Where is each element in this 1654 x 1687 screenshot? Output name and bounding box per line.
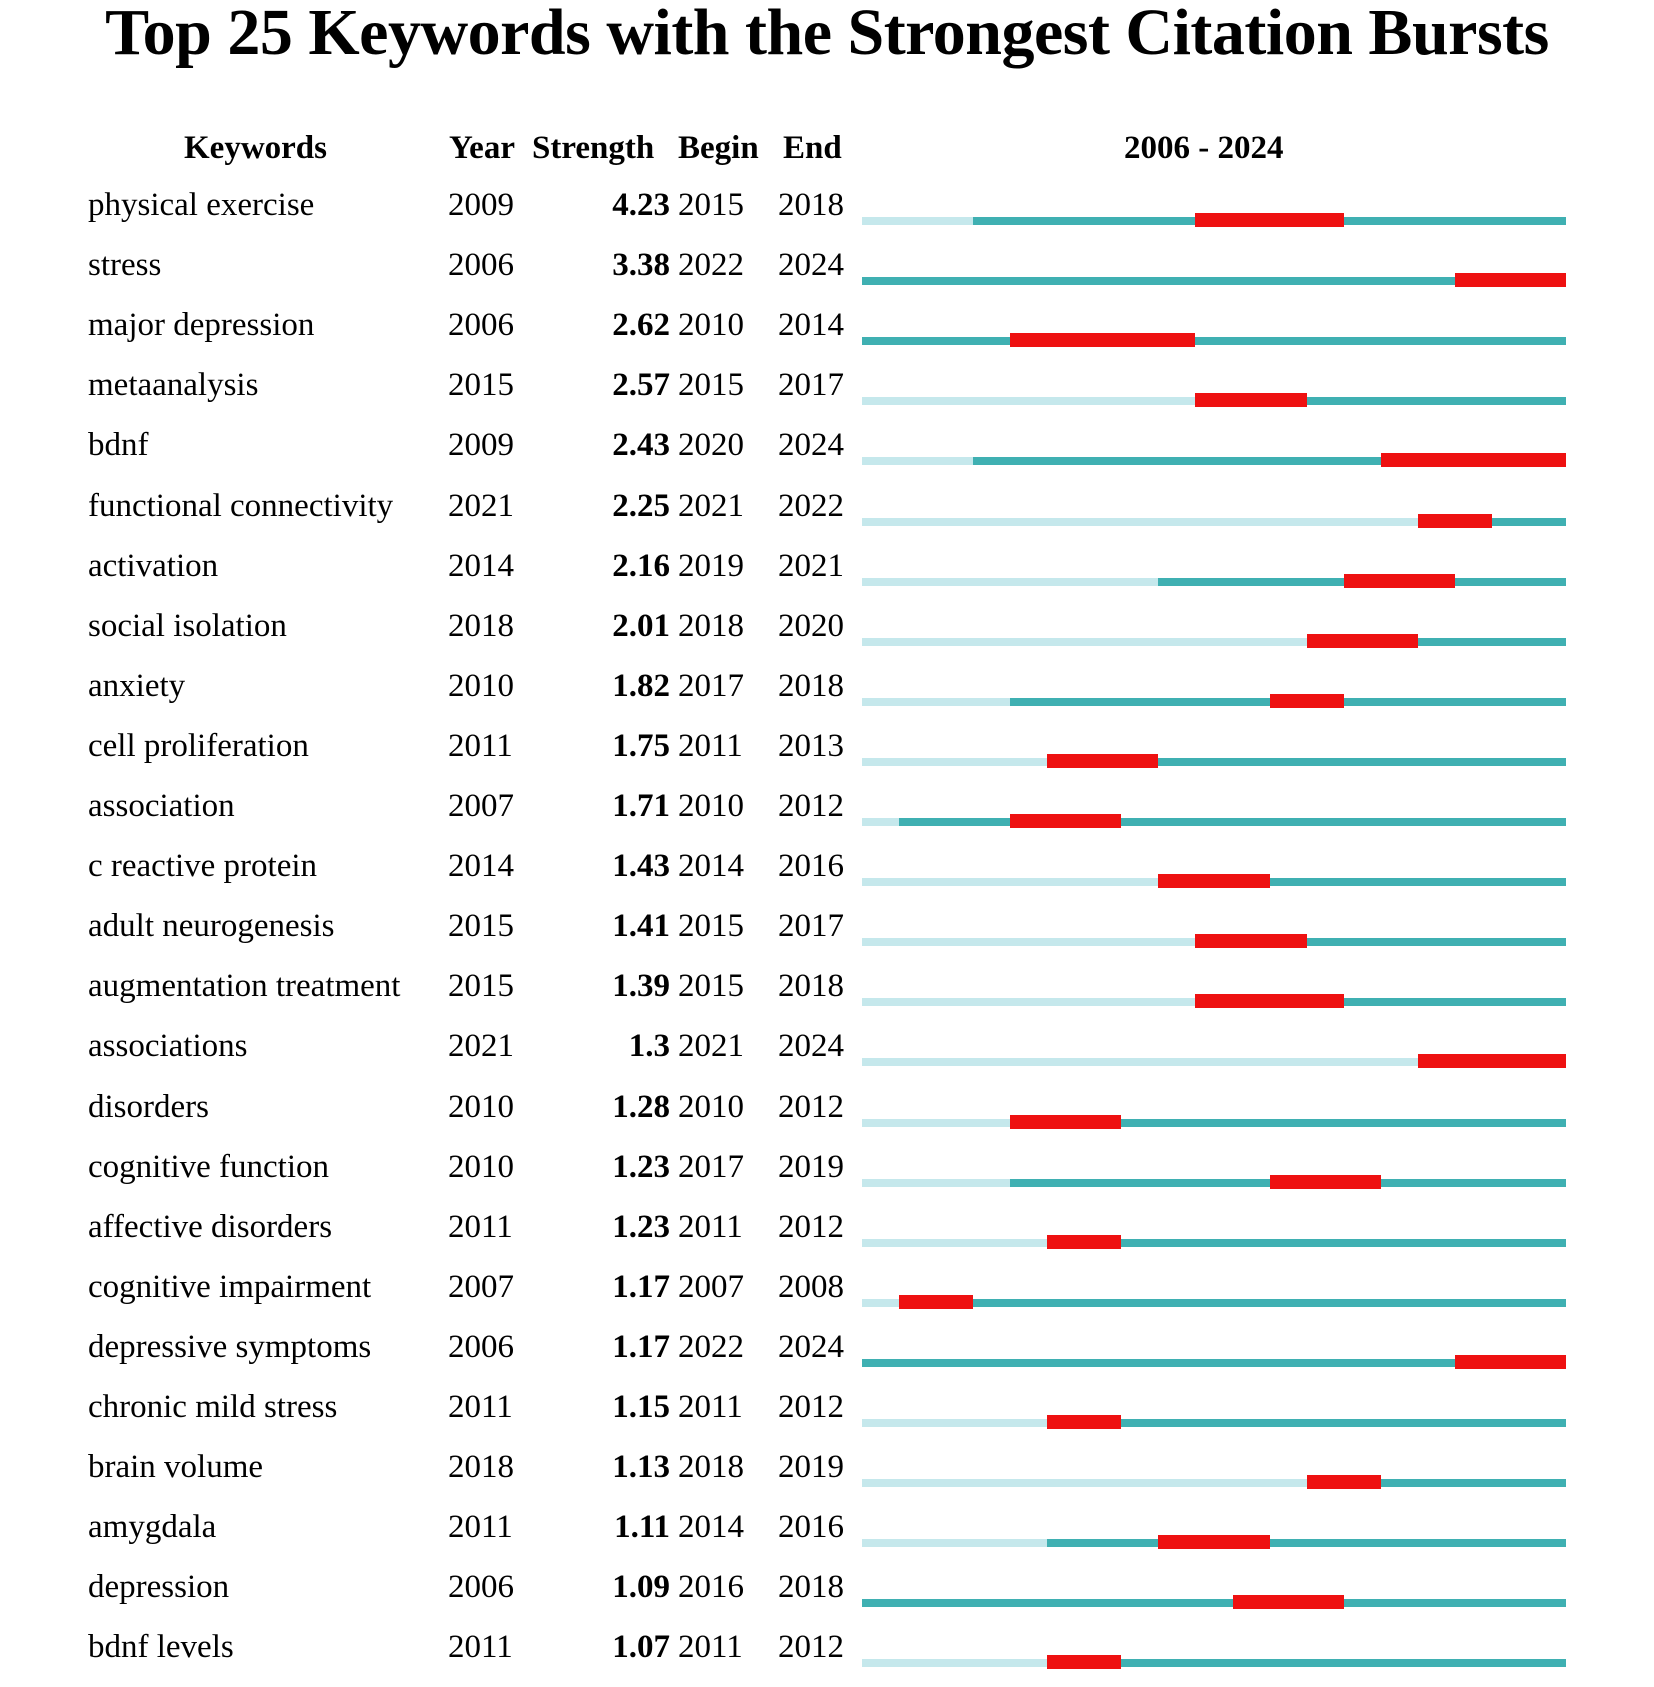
keyword-cell: cell proliferation (88, 727, 309, 764)
table-row (0, 425, 1654, 485)
year-cell: 2007 (448, 1268, 514, 1305)
year-cell: 2007 (448, 788, 514, 824)
burst-segment (1381, 453, 1566, 467)
strength-cell: 1.3 (628, 1028, 670, 1065)
keyword-cell: physical exercise (88, 187, 315, 223)
year-cell: 2014 (448, 848, 514, 885)
active-segment (1047, 1539, 1566, 1547)
table-row (0, 1567, 1654, 1627)
pre-appearance-segment (862, 1119, 1010, 1127)
end-cell: 2020 (778, 607, 844, 644)
table-row (0, 546, 1654, 606)
end-cell: 2018 (778, 968, 844, 1005)
year-cell: 2011 (448, 1509, 513, 1546)
chart-title: Top 25 Keywords with the Strongest Citation Bursts (105, 0, 1549, 69)
strength-cell: 2.43 (612, 427, 670, 464)
burst-segment (1047, 1655, 1121, 1669)
strength-cell: 1.23 (612, 1148, 670, 1185)
keyword-cell: association (88, 788, 235, 824)
strength-cell: 1.07 (612, 1629, 670, 1666)
begin-cell: 2015 (678, 908, 744, 945)
begin-cell: 2022 (678, 1328, 744, 1365)
burst-timeline (0, 726, 1654, 786)
keyword-cell: chronic mild stress (88, 1389, 338, 1425)
burst-segment (1233, 1595, 1344, 1609)
keyword-cell: amygdala (88, 1509, 217, 1546)
begin-cell: 2010 (678, 307, 744, 344)
end-cell: 2024 (778, 1328, 844, 1365)
burst-timeline (0, 546, 1654, 606)
strength-cell: 1.39 (612, 968, 670, 1005)
end-cell: 2018 (778, 1569, 844, 1606)
keyword-cell: augmentation treatment (88, 968, 401, 1005)
keyword-cell: stress (88, 247, 162, 284)
strength-cell: 2.62 (612, 307, 670, 344)
burst-timeline (0, 1207, 1654, 1267)
pre-appearance-segment (862, 397, 1195, 405)
burst-timeline (0, 1627, 1654, 1687)
active-segment (899, 1299, 1566, 1307)
strength-cell: 1.41 (612, 908, 670, 945)
begin-cell: 2007 (678, 1268, 744, 1305)
pre-appearance-segment (862, 878, 1158, 886)
end-cell: 2016 (778, 848, 844, 885)
year-cell: 2006 (448, 247, 514, 284)
begin-cell: 2021 (678, 487, 744, 524)
end-cell: 2019 (778, 1148, 844, 1185)
burst-timeline (0, 425, 1654, 485)
table-row (0, 1207, 1654, 1267)
strength-cell: 1.09 (612, 1569, 670, 1606)
active-segment (899, 818, 1566, 826)
burst-segment (1158, 1535, 1269, 1549)
begin-cell: 2015 (678, 367, 744, 404)
burst-segment (1344, 574, 1455, 588)
end-cell: 2024 (778, 1028, 844, 1065)
table-row (0, 1387, 1654, 1447)
table-row (0, 185, 1654, 245)
keyword-cell: functional connectivity (88, 487, 394, 524)
burst-timeline (0, 606, 1654, 666)
burst-timeline (0, 305, 1654, 365)
year-cell: 2011 (448, 1208, 513, 1245)
keyword-cell: anxiety (88, 667, 186, 704)
year-cell: 2021 (448, 487, 514, 524)
burst-timeline (0, 786, 1654, 846)
pre-appearance-segment (862, 938, 1195, 946)
begin-cell: 2019 (678, 547, 744, 584)
keyword-cell: brain volume (88, 1449, 264, 1486)
table-row (0, 1327, 1654, 1387)
burst-segment (1047, 754, 1158, 768)
burst-timeline (0, 1327, 1654, 1387)
keyword-cell: c reactive protein (88, 848, 318, 885)
table-row (0, 726, 1654, 786)
begin-cell: 2010 (678, 788, 744, 824)
table-row (0, 1087, 1654, 1147)
begin-cell: 2018 (678, 1449, 744, 1486)
table-row (0, 1267, 1654, 1327)
begin-cell: 2014 (678, 1509, 744, 1546)
header-keywords: Keywords (184, 130, 327, 166)
pre-appearance-segment (862, 1179, 1010, 1187)
begin-cell: 2014 (678, 848, 744, 885)
begin-cell: 2015 (678, 968, 744, 1005)
begin-cell: 2016 (678, 1569, 744, 1606)
burst-timeline (0, 1387, 1654, 1447)
pre-appearance-segment (862, 638, 1307, 646)
year-cell: 2009 (448, 427, 514, 464)
burst-segment (1195, 934, 1306, 948)
year-cell: 2015 (448, 968, 514, 1005)
year-cell: 2014 (448, 547, 514, 584)
year-cell: 2015 (448, 367, 514, 404)
burst-timeline (0, 185, 1654, 245)
end-cell: 2013 (778, 727, 844, 764)
end-cell: 2018 (778, 187, 844, 223)
strength-cell: 2.57 (612, 367, 670, 404)
end-cell: 2014 (778, 307, 844, 344)
end-cell: 2024 (778, 427, 844, 464)
table-row (0, 365, 1654, 425)
pre-appearance-segment (862, 1659, 1047, 1667)
burst-segment (1418, 1054, 1566, 1068)
strength-cell: 2.25 (612, 487, 670, 524)
burst-segment (1195, 213, 1343, 227)
strength-cell: 1.11 (614, 1509, 670, 1546)
burst-timeline (0, 1087, 1654, 1147)
year-cell: 2006 (448, 1569, 514, 1606)
table-row (0, 1147, 1654, 1207)
table-row (0, 305, 1654, 365)
burst-segment (1010, 1115, 1121, 1129)
begin-cell: 2015 (678, 187, 744, 223)
burst-timeline (0, 1026, 1654, 1086)
table-row (0, 606, 1654, 666)
end-cell: 2012 (778, 1208, 844, 1245)
year-cell: 2010 (448, 1148, 514, 1185)
burst-timeline (0, 245, 1654, 305)
pre-appearance-segment (862, 758, 1047, 766)
pre-appearance-segment (862, 457, 973, 465)
end-cell: 2019 (778, 1449, 844, 1486)
year-cell: 2018 (448, 1449, 514, 1486)
header-end: End (783, 130, 842, 166)
burst-segment (1195, 393, 1306, 407)
year-cell: 2010 (448, 1088, 514, 1125)
keyword-cell: bdnf (88, 427, 149, 464)
burst-segment (1047, 1415, 1121, 1429)
begin-cell: 2021 (678, 1028, 744, 1065)
pre-appearance-segment (862, 818, 899, 826)
pre-appearance-segment (862, 217, 973, 225)
year-cell: 2011 (448, 1389, 513, 1425)
strength-cell: 1.28 (612, 1088, 670, 1125)
year-cell: 2021 (448, 1028, 514, 1065)
keyword-cell: metaanalysis (88, 367, 259, 404)
end-cell: 2018 (778, 667, 844, 704)
burst-timeline (0, 1147, 1654, 1207)
begin-cell: 2020 (678, 427, 744, 464)
strength-cell: 1.17 (612, 1328, 670, 1365)
end-cell: 2016 (778, 1509, 844, 1546)
year-cell: 2011 (448, 727, 513, 764)
pre-appearance-segment (862, 1239, 1047, 1247)
end-cell: 2012 (778, 788, 844, 824)
begin-cell: 2011 (678, 1389, 743, 1425)
header-strength: Strength (532, 130, 655, 166)
begin-cell: 2017 (678, 667, 744, 704)
begin-cell: 2011 (678, 1629, 743, 1666)
table-row (0, 786, 1654, 846)
pre-appearance-segment (862, 1539, 1047, 1547)
end-cell: 2017 (778, 367, 844, 404)
active-segment (862, 337, 1566, 345)
begin-cell: 2017 (678, 1148, 744, 1185)
strength-cell: 3.38 (612, 247, 670, 284)
burst-segment (1270, 1175, 1381, 1189)
burst-segment (1158, 874, 1269, 888)
burst-segment (1307, 634, 1418, 648)
end-cell: 2022 (778, 487, 844, 524)
pre-appearance-segment (862, 998, 1195, 1006)
burst-timeline (0, 966, 1654, 1026)
strength-cell: 1.17 (612, 1268, 670, 1305)
keyword-cell: depression (88, 1569, 230, 1606)
burst-timeline (0, 846, 1654, 906)
strength-cell: 1.15 (612, 1389, 670, 1425)
burst-timeline (0, 1507, 1654, 1567)
pre-appearance-segment (862, 1419, 1047, 1427)
year-cell: 2006 (448, 1328, 514, 1365)
burst-segment (1195, 994, 1343, 1008)
end-cell: 2012 (778, 1389, 844, 1425)
burst-segment (1455, 273, 1566, 287)
pre-appearance-segment (862, 518, 1418, 526)
burst-timeline (0, 1567, 1654, 1627)
table-row (0, 846, 1654, 906)
end-cell: 2021 (778, 547, 844, 584)
end-cell: 2024 (778, 247, 844, 284)
strength-cell: 1.13 (612, 1449, 670, 1486)
keyword-cell: affective disorders (88, 1208, 333, 1245)
active-segment (1047, 1659, 1566, 1667)
table-row (0, 1447, 1654, 1507)
strength-cell: 1.75 (612, 727, 670, 764)
strength-cell: 4.23 (612, 187, 670, 223)
burst-segment (1047, 1235, 1121, 1249)
header-year: Year (449, 130, 515, 166)
table-row (0, 966, 1654, 1026)
strength-cell: 2.01 (612, 607, 670, 644)
burst-timeline (0, 666, 1654, 726)
keyword-cell: cognitive impairment (88, 1268, 372, 1305)
active-segment (1047, 1419, 1566, 1427)
keyword-cell: depressive symptoms (88, 1328, 372, 1365)
year-cell: 2010 (448, 667, 514, 704)
burst-segment (899, 1295, 973, 1309)
keyword-cell: cognitive function (88, 1148, 330, 1185)
burst-timeline (0, 486, 1654, 546)
burst-timeline (0, 1267, 1654, 1327)
burst-segment (1455, 1355, 1566, 1369)
end-cell: 2008 (778, 1268, 844, 1305)
year-cell: 2018 (448, 607, 514, 644)
begin-cell: 2018 (678, 607, 744, 644)
header-timeline-range: 2006 - 2024 (1124, 130, 1284, 166)
keyword-cell: adult neurogenesis (88, 908, 335, 945)
burst-segment (1307, 1475, 1381, 1489)
year-cell: 2011 (448, 1629, 513, 1666)
strength-cell: 1.43 (612, 848, 670, 885)
end-cell: 2017 (778, 908, 844, 945)
strength-cell: 1.82 (612, 667, 670, 704)
strength-cell: 1.71 (612, 788, 670, 824)
pre-appearance-segment (862, 578, 1158, 586)
keyword-cell: disorders (88, 1088, 209, 1125)
pre-appearance-segment (862, 698, 1010, 706)
table-row (0, 1507, 1654, 1567)
table-row (0, 1026, 1654, 1086)
pre-appearance-segment (862, 1058, 1418, 1066)
begin-cell: 2011 (678, 727, 743, 764)
strength-cell: 2.16 (612, 547, 670, 584)
table-row (0, 666, 1654, 726)
active-segment (1047, 1239, 1566, 1247)
keyword-cell: social isolation (88, 607, 287, 644)
active-segment (862, 1599, 1566, 1607)
keyword-cell: associations (88, 1028, 248, 1065)
begin-cell: 2010 (678, 1088, 744, 1125)
table-row (0, 245, 1654, 305)
burst-segment (1010, 333, 1195, 347)
end-cell: 2012 (778, 1629, 844, 1666)
keyword-cell: activation (88, 547, 219, 584)
table-row (0, 906, 1654, 966)
table-row (0, 1627, 1654, 1687)
pre-appearance-segment (862, 1299, 899, 1307)
burst-timeline (0, 1447, 1654, 1507)
strength-cell: 1.23 (612, 1208, 670, 1245)
end-cell: 2012 (778, 1088, 844, 1125)
burst-segment (1418, 514, 1492, 528)
year-cell: 2006 (448, 307, 514, 344)
burst-timeline (0, 906, 1654, 966)
begin-cell: 2022 (678, 247, 744, 284)
keyword-cell: bdnf levels (88, 1629, 234, 1666)
pre-appearance-segment (862, 1479, 1307, 1487)
begin-cell: 2011 (678, 1208, 743, 1245)
year-cell: 2009 (448, 187, 514, 223)
burst-segment (1270, 694, 1344, 708)
header-begin: Begin (678, 130, 759, 166)
keyword-cell: major depression (88, 307, 315, 344)
year-cell: 2015 (448, 908, 514, 945)
burst-timeline (0, 365, 1654, 425)
burst-segment (1010, 814, 1121, 828)
table-row (0, 486, 1654, 546)
